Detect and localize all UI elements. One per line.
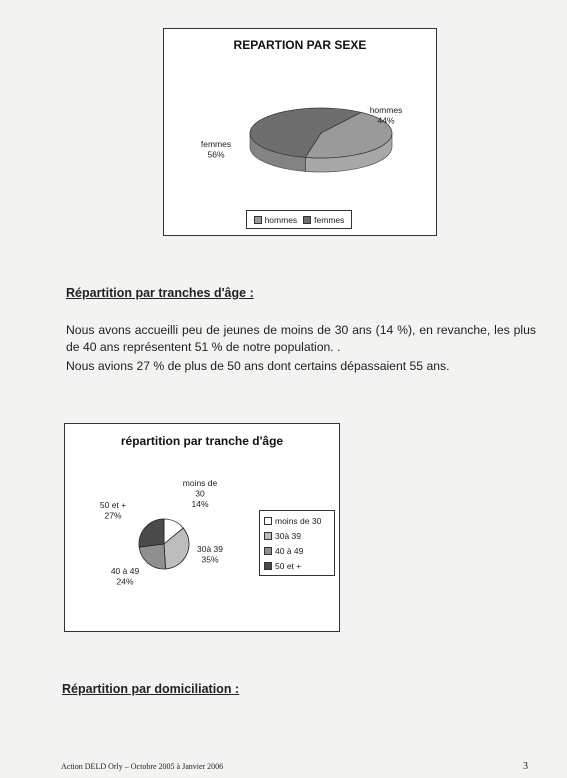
legend-label-hommes: hommes <box>264 214 298 225</box>
legend-item-hommes <box>254 215 298 225</box>
domicile-section-heading: Répartition par domiciliation : <box>62 682 240 696</box>
page-number: 3 <box>523 761 528 772</box>
legend-label-moins-de-30: moins de 30 <box>275 515 322 526</box>
legend-label-40-49: 40 à 49 <box>275 545 304 556</box>
age-chart <box>64 423 340 632</box>
age-paragraph-2: Nous avions 27 % de plus de 50 ans dont certains dépassaient 55 ans. <box>66 359 450 373</box>
age-label-2: 40 à 49 24% <box>110 566 140 587</box>
legend-item-femmes <box>303 215 344 225</box>
legend-item-moins-de-30 <box>264 516 334 526</box>
age-slice-2 <box>139 544 165 569</box>
gender-chart-legend <box>246 210 352 229</box>
legend-swatch-30-39 <box>264 532 272 540</box>
age-slice-3 <box>139 519 164 547</box>
legend-item-30-39 <box>264 531 334 541</box>
legend-item-40-49 <box>264 546 334 556</box>
legend-label-femmes: femmes <box>314 214 345 225</box>
legend-item-50-plus <box>264 561 334 571</box>
legend-swatch-40-49 <box>264 547 272 555</box>
legend-swatch-50-plus <box>264 562 272 570</box>
gender-chart <box>163 28 437 236</box>
gender-chart-title: REPARTION PAR SEXE <box>233 38 367 52</box>
age-label-3: 50 et + 27% <box>99 500 127 521</box>
gender-label-femmes: femmes 56% <box>200 139 232 160</box>
legend-label-50-plus: 50 et + <box>275 560 302 571</box>
age-chart-legend <box>259 510 335 576</box>
legend-swatch-hommes <box>254 216 262 224</box>
age-label-0: moins de 30 14% <box>182 478 218 509</box>
legend-label-30-39: 30à 39 <box>275 530 301 541</box>
gender-pie-svg <box>164 29 436 235</box>
legend-swatch-moins-de-30 <box>264 517 272 525</box>
age-chart-title: répartition par tranche d'âge <box>120 434 284 448</box>
age-label-1: 30à 39 35% <box>197 544 223 565</box>
legend-swatch-femmes <box>303 216 311 224</box>
age-section-heading: Répartition par tranches d'âge : <box>66 286 254 300</box>
footer-text: Action DELD Orly – Octobre 2005 à Janvier 2006 <box>61 762 224 771</box>
gender-label-hommes: hommes 44% <box>369 105 403 126</box>
age-paragraph-1: Nous avons accueilli peu de jeunes de moins de 30 ans (14 %), en revanche, les plus de 40 ans représentent 51 % de notre population. . <box>66 323 536 354</box>
